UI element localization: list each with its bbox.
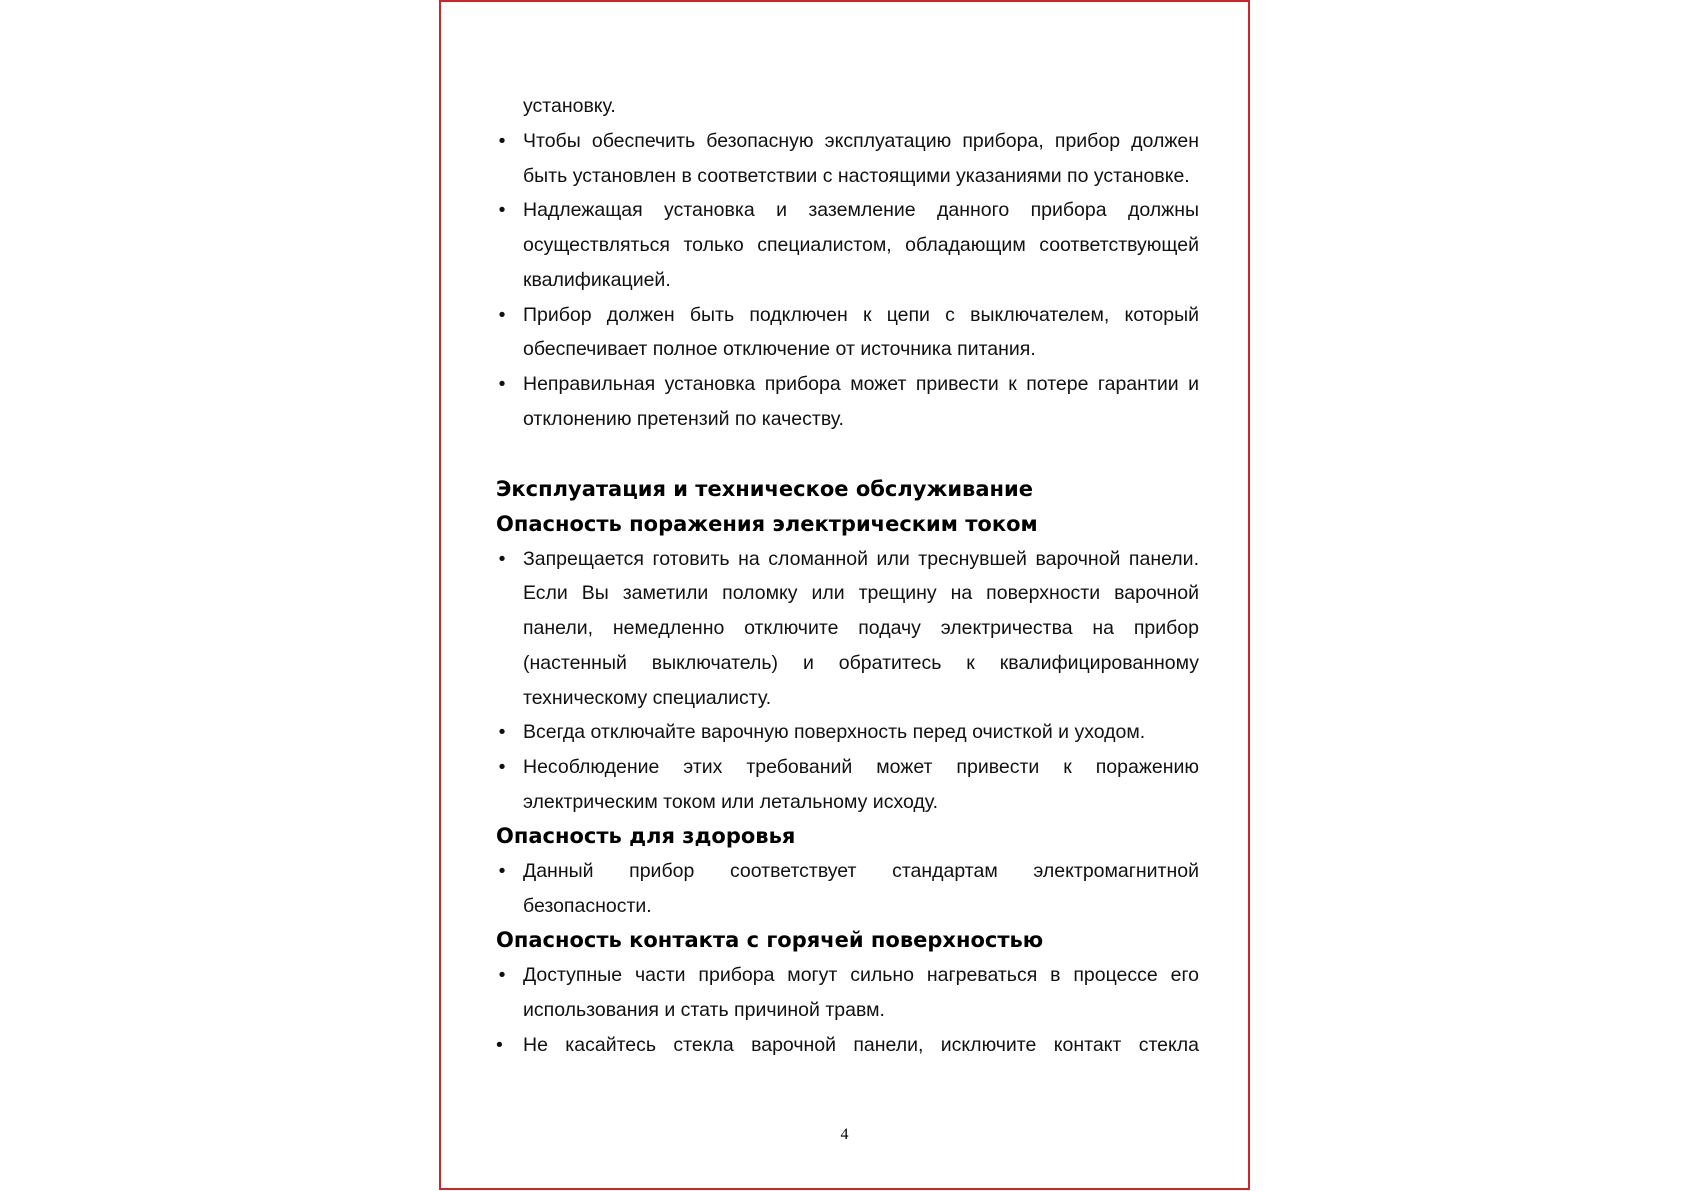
bullet-icon: • — [498, 130, 506, 152]
bullet-icon: • — [498, 372, 506, 395]
list-item — [496, 854, 1199, 923]
list-item-text: Запрещается готовить на сломанной или треснувшей варочной панели. Если Вы заметили поломку или трещину на поверхности варочной панели, немедленно отключите подачу электричества на прибор (настенный выключатель) и обратитесь к квалифицированному техническому специалисту. — [523, 547, 1199, 709]
hot-surface-heading: Опасность контакта с горячей поверхностью — [496, 928, 1044, 953]
list-item-text: Не касайтесь стекла варочной панели, исключите контакт стекла — [523, 1033, 1199, 1056]
continuation-text: установку. — [523, 95, 616, 117]
list-item — [496, 750, 1199, 819]
list-item-text: Чтобы обеспечить безопасную эксплуатацию прибора, прибор должен быть установлен в соответствии с настоящими указаниями по установке. — [523, 130, 1199, 187]
list-item-text: Данный прибор соответствует стандартам электромагнитной безопасности. — [523, 860, 1199, 917]
bullet-icon: • — [498, 964, 506, 987]
list-item-text: Прибор должен быть подключен к цепи с выключателем, который обеспечивает полное отключение от источника питания. — [523, 303, 1199, 361]
list-item — [496, 1028, 1199, 1063]
hot-surface-list — [496, 958, 1199, 1062]
list-item — [496, 542, 1199, 716]
electric-shock-list — [496, 542, 1199, 820]
section-spacer — [496, 436, 1199, 472]
bullet-icon: • — [498, 303, 506, 326]
list-item — [496, 298, 1199, 367]
bullet-icon: • — [498, 721, 506, 744]
list-item-text: Доступные части прибора могут сильно нагреваться в процессе его использования и стать причиной травм. — [523, 964, 1199, 1021]
bullet-icon: • — [496, 1033, 503, 1056]
list-item-text: Неправильная установка прибора может привести к потере гарантии и отклонению претензий по качеству. — [523, 372, 1199, 430]
list-item — [496, 193, 1199, 297]
list-item-text: Несоблюдение этих требований может привести к поражению электрическим током или летальному исходу. — [523, 755, 1199, 813]
bullet-icon: • — [498, 755, 506, 778]
bullet-icon: • — [498, 199, 506, 222]
list-item — [496, 124, 1199, 193]
document-page — [439, 0, 1250, 1190]
installation-list — [496, 124, 1199, 436]
list-item — [496, 367, 1199, 436]
list-item-text: Всегда отключайте варочную поверхность перед очисткой и уходом. — [523, 721, 1146, 744]
electric-shock-heading: Опасность поражения электрическим током — [496, 512, 1038, 537]
page-content — [496, 89, 1199, 1062]
page-number: 4 — [840, 1126, 849, 1143]
health-list — [496, 854, 1199, 923]
list-item-text: Надлежащая установка и заземление данного прибора должны осуществляться только специалистом, обладающим соответствующей квалификацией. — [523, 199, 1199, 291]
health-heading: Опасность для здоровья — [496, 824, 796, 849]
list-item — [496, 715, 1199, 750]
list-item — [496, 958, 1199, 1027]
operation-heading: Эксплуатация и техническое обслуживание — [496, 477, 1033, 502]
bullet-icon: • — [498, 860, 506, 883]
bullet-icon: • — [498, 547, 506, 570]
